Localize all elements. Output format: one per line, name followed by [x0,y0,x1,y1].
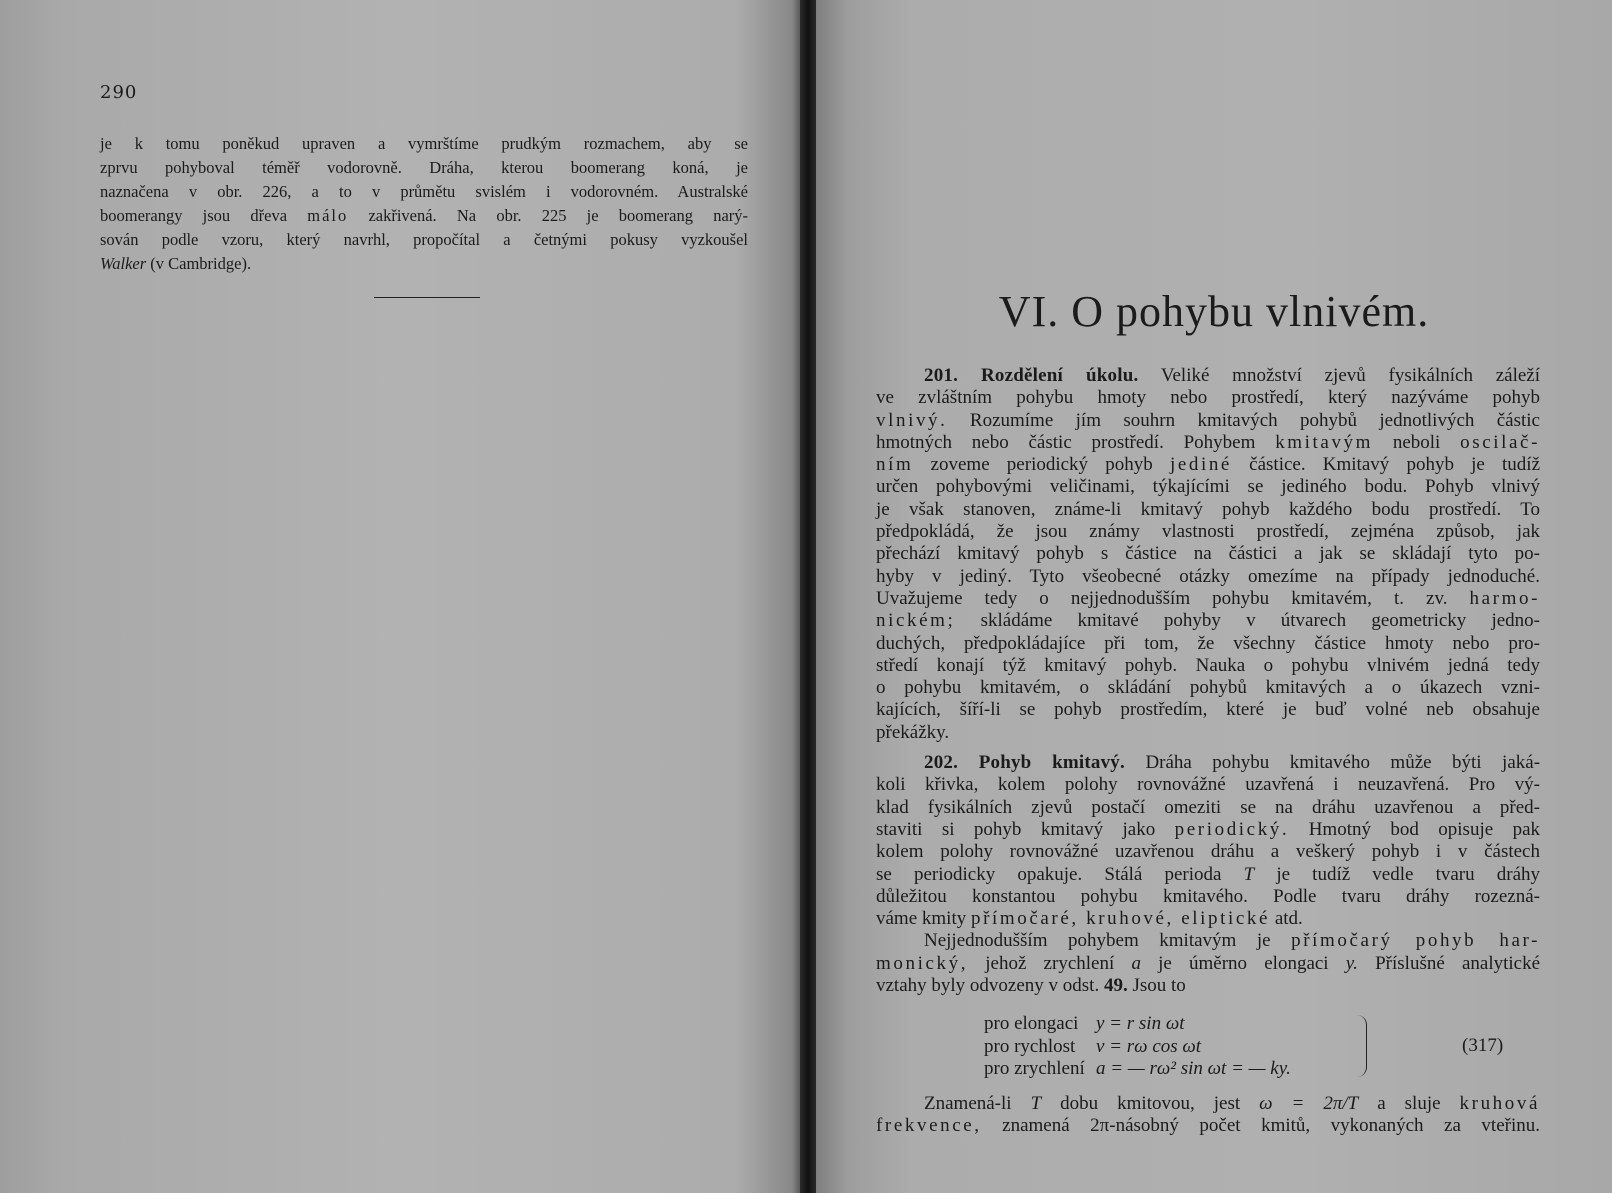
text-line: zprvu pohyboval téměř vodorovně. Dráha, kterou boomerang koná, je [100,158,748,177]
text-line: koli křivka, kolem polohy rovnovážné uzavřená i neuzavřená. Pro vý- [876,774,1540,796]
emphasis-spaced: ním [876,454,914,476]
section-201 [876,365,1540,997]
section-heading: 202. Pohyb kmitavý. [924,752,1125,774]
emphasis-spaced: monický, [876,952,969,974]
text-span: je tudíž vedle tvaru dráhy [1276,863,1541,885]
text-span: skládáme kmitavé pohyby v útvarech geometricky jedno- [980,610,1540,632]
text-line: středí konají týž kmitavý pohyb. Nauka o pohybu vlnivém jedná tedy [876,654,1540,676]
equation-number: (317) [1462,1035,1504,1056]
text-line [876,930,1540,952]
equation-row [984,1013,1544,1036]
text-line [876,819,1540,841]
text-line [876,975,1540,997]
text-line [876,454,1540,476]
text-span: částice. Kmitavý pohyb je tudíž [1249,454,1541,476]
emphasis-spaced: nickém; [876,610,956,632]
text-line [876,752,1540,774]
text-line: je k tomu poněkud upraven a vymrštíme prudkým rozmachem, aby se [100,134,748,153]
text-span: hmotných nebo částic prostředí. Pohybem [876,431,1256,453]
text-line: o pohybu kmitavém, o skládání pohybů kmitavých a o úkazech vzni- [876,677,1540,699]
left-page-text [100,132,748,276]
text-line: předpokládá, že jsou známy vlastnosti prostředí, zejména způsob, jak [876,521,1540,543]
closing-paragraph [876,1093,1540,1138]
text-span: váme kmity [876,908,967,930]
math-expression: ω = 2π/T [1259,1093,1359,1114]
text-line [876,365,1540,387]
text-span: Znamená-li [924,1093,1012,1114]
emphasis-spaced: vlnivý. [876,409,948,431]
text-line [876,410,1540,432]
text-span: (v Cambridge). [150,254,252,273]
text-line: určen pohybovými veličinami, týkajícími se jediného bodu. Pohyb vlnivý [876,476,1540,498]
text-span: zoveme periodický pohyb [930,454,1153,476]
text-span: Uvažujeme tedy o nejjednodušším pohybu kmitavém, t. zv. [876,587,1448,609]
chapter-title: VI. O pohybu vlnivém. [998,287,1430,336]
text-line: přechází kmitavý pohyb s částice na částici a jak se skládají tyto po- [876,543,1540,565]
text-line [876,953,1540,975]
equation-row [984,1036,1544,1059]
math-symbol: T [1030,1093,1042,1114]
section-heading: 201. Rozdělení úkolu. [924,365,1139,386]
text-line: důležitou konstantou pohybu kmitavého. Podle tvaru dráhy rozezná- [876,885,1540,907]
text-span: Nejjednodušším pohybem kmitavým je [924,930,1271,952]
equation-expression: y = r sin ωt [1096,1013,1185,1034]
equation-expression: v = rω cos ωt [1096,1035,1202,1057]
text-line: hyby v jediný. Tyto všeobecné otázky omezíme na případy jednoduché. [876,565,1540,587]
emphasis-spaced: jediné [1169,454,1232,476]
text-span: boomerangy jsou dřeva [100,206,288,225]
left-page [0,0,800,1193]
emphasis-spaced: frekvence, [876,1115,982,1137]
text-line: je však stanoven, známe-li kmitavý pohyb každého bodu prostředí. To [876,498,1540,520]
text-line [876,588,1540,610]
math-symbol: y. [1345,952,1358,974]
text-line: kajících, šíří-li se pohyb prostředím, které je buď volné neb obsahuje [876,699,1540,721]
text-span: Hmotný bod opisuje pak [1308,818,1541,840]
right-page [816,0,1612,1193]
text-span: neboli [1392,431,1441,453]
text-span: Rozumíme jím souhrn kmitavých pohybů jednotlivých částic [969,409,1540,431]
text-span: dobu kmitovou, jest [1060,1093,1241,1114]
text-span: jehož zrychlení [985,952,1115,974]
emphasis-spaced: kruhová [1459,1093,1541,1114]
page-number: 290 [100,82,138,103]
emphasis-spaced: harmo- [1469,587,1541,609]
text-line: překážky. [876,721,950,743]
text-span: a sluje [1377,1093,1441,1114]
equation-label: pro zrychlení [984,1058,1085,1079]
emphasis-spaced: kmitavým [1275,431,1374,453]
emphasis-spaced: přímočaré, kruhové, eliptické [970,908,1271,930]
text-line [876,432,1540,454]
text-span: se periodicky opakuje. Stálá perioda [876,863,1222,885]
text-line: sován podle vzoru, který navrhl, propočítal a četnými pokusy vyzkoušel [100,230,748,249]
text-span: vztahy byly odvozeny v odst. [876,975,1100,997]
text-span: Veliké množství zjevů fysikálních záleží [1160,365,1540,386]
text-line [876,864,1540,886]
text-span: znamená 2π-násobný počet kmitů, vykonaných za vteřinu. [1002,1115,1540,1137]
paragraph-gap [876,744,1540,752]
text-span: staviti si pohyb kmitavý jako [876,818,1156,840]
text-line: naznačena v obr. 226, a to v průmětu svislém i vodorovném. Australské [100,182,748,201]
text-line [100,204,748,228]
equation-label: pro elongaci [984,1013,1079,1034]
right-brace-icon [1356,1015,1367,1077]
text-span: atd. [1274,908,1303,930]
emphasis-spaced: oscilač- [1460,431,1541,453]
math-symbol: T [1243,863,1255,885]
emphasis-spaced: málo [307,206,349,225]
emphasis-spaced: periodický. [1174,818,1290,840]
book-gutter [800,0,816,1193]
text-span: je úměrno elongaci [1158,952,1329,974]
math-symbol: a [1131,952,1141,974]
author-name: Walker [100,254,147,273]
text-span: Jsou to [1132,975,1186,997]
equation-label: pro rychlost [984,1035,1076,1057]
text-line [100,252,748,276]
text-span: Dráha pohybu kmitavého může býti jaká- [1145,752,1541,774]
text-line [876,1115,1540,1137]
equation-expression: a = — rω² sin ωt = — ky. [1096,1058,1291,1079]
text-line: klad fysikálních zjevů postačí omeziti se na dráhu uzavřenou a před- [876,796,1540,818]
text-line [876,908,1540,930]
section-reference: 49. [1103,975,1128,997]
equation-row [984,1058,1544,1081]
text-line [876,1093,1540,1115]
text-line: duchých, předpokládajíce při tom, že všechny částice hmoty nebo pro- [876,632,1540,654]
text-span: Příslušné analytické [1375,952,1541,974]
text-line: kolem polohy rovnovážné uzavřenou dráhu a veškerý pohyb i v částech [876,841,1540,863]
section-divider [374,297,480,298]
text-span: zakřivená. Na obr. 225 je boomerang narý- [368,206,749,225]
equation-block-317 [984,1013,1544,1081]
text-line [876,610,1540,632]
emphasis-spaced: přímočarý pohyb har- [1291,930,1541,952]
text-line: ve zvláštním pohybu hmoty nebo prostředí, který nazýváme pohyb [876,387,1540,409]
